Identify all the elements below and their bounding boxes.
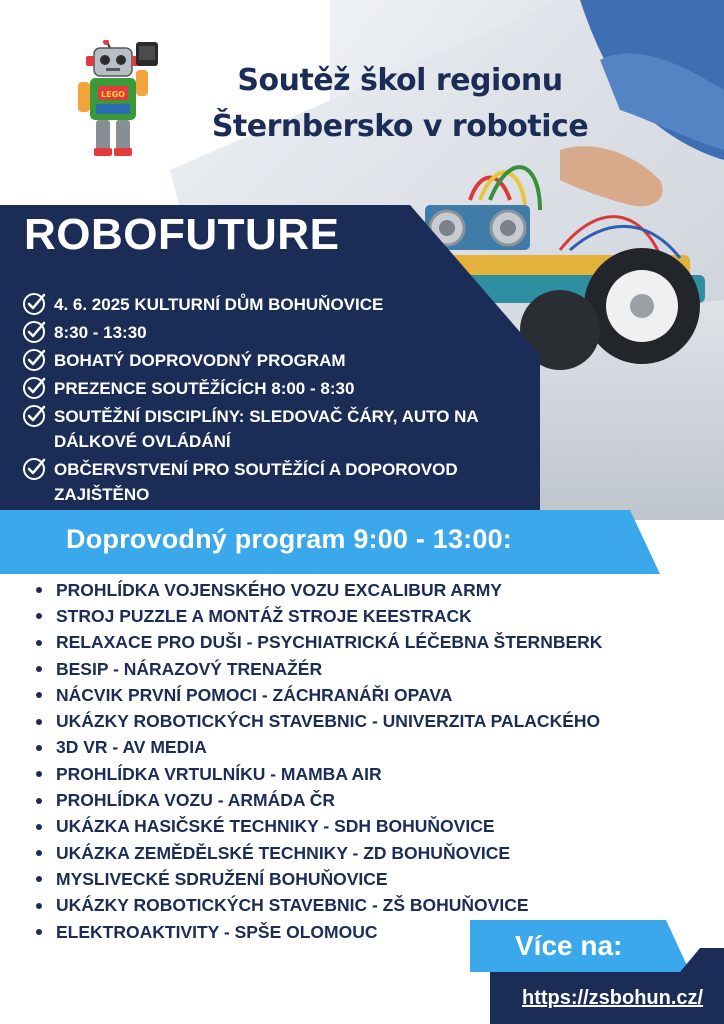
lego-logo-text: LEGO [101, 90, 125, 99]
program-item-text: PROHLÍDKA VOJENSKÉHO VOZU EXCALIBUR ARMY [56, 579, 502, 600]
more-info-label: Více na: [515, 930, 623, 961]
page-title [190, 58, 610, 150]
program-item-text: NÁCVIK PRVNÍ POMOCI - ZÁCHRANÁŘI OPAVA [56, 684, 453, 705]
program-item-text: UKÁZKY ROBOTICKÝCH STAVEBNIC - UNIVERZITA PALACKÉHO [56, 711, 601, 732]
website-link[interactable]: https://zsbohun.cz/ [522, 987, 704, 1009]
event-detail-item [22, 320, 522, 345]
bullet-dot-icon [36, 903, 42, 909]
program-item [36, 761, 696, 787]
bullet-dot-icon [36, 587, 42, 593]
program-item [36, 840, 696, 866]
event-detail-item [22, 404, 522, 454]
check-circle-icon [22, 291, 48, 317]
program-item [36, 893, 696, 919]
event-detail-text: OBČERVSTVENÍ PRO SOUTĚŽÍCÍ A DOPOROVOD ZAJIŠTĚNO [54, 460, 458, 504]
program-item-text: STROJ PUZZLE A MONTÁŽ STROJE KEESTRACK [56, 605, 472, 626]
program-list [36, 577, 696, 945]
event-details-list [22, 292, 522, 510]
program-item [36, 630, 696, 656]
event-detail-text: PREZENCE SOUTĚŽÍCÍCH 8:00 - 8:30 [54, 379, 355, 398]
program-item-text: UKÁZKA ZEMĚDĚLSKÉ TECHNIKY - ZD BOHUŇOVICE [56, 842, 511, 863]
robot-mascot-icon [70, 40, 170, 160]
program-item-text: PROHLÍDKA VRTULNÍKU - MAMBA AIR [56, 763, 382, 784]
event-detail-text: BOHATÝ DOPROVODNÝ PROGRAM [54, 351, 346, 370]
bullet-dot-icon [36, 850, 42, 856]
program-item-text: UKÁZKY ROBOTICKÝCH STAVEBNIC - ZŠ BOHUŇOVICE [56, 895, 529, 916]
bullet-dot-icon [36, 771, 42, 777]
bullet-dot-icon [36, 719, 42, 725]
program-item-text: MYSLIVECKÉ SDRUŽENÍ BOHUŇOVICE [56, 868, 388, 889]
bullet-dot-icon [36, 929, 42, 935]
bullet-dot-icon [36, 798, 42, 804]
program-item-text: BESIP - NÁRAZOVÝ TRENAŽÉR [56, 658, 323, 679]
program-item [36, 603, 696, 629]
program-item [36, 708, 696, 734]
program-item-text: PROHLÍDKA VOZU - ARMÁDA ČR [56, 790, 336, 811]
bullet-dot-icon [36, 692, 42, 698]
event-detail-item [22, 457, 522, 507]
bullet-dot-icon [36, 876, 42, 882]
event-detail-text: 4. 6. 2025 KULTURNÍ DŮM BOHUŇOVICE [54, 295, 384, 314]
check-circle-icon [22, 347, 48, 373]
check-circle-icon [22, 319, 48, 345]
program-heading: Doprovodný program 9:00 - 13:00: [66, 524, 512, 554]
bullet-dot-icon [36, 640, 42, 646]
bullet-dot-icon [36, 666, 42, 672]
program-item [36, 814, 696, 840]
event-detail-text: 8:30 - 13:30 [54, 323, 147, 342]
program-item-text: RELAXACE PRO DUŠI - PSYCHIATRICKÁ LÉČEBNA ŠTERNBERK [56, 632, 603, 653]
program-item [36, 656, 696, 682]
bullet-dot-icon [36, 745, 42, 751]
check-circle-icon [22, 375, 48, 401]
event-detail-item [22, 348, 522, 373]
program-item [36, 866, 696, 892]
event-name: ROBOFUTURE [24, 210, 340, 259]
program-item [36, 735, 696, 761]
program-item-text: 3D VR - AV MEDIA [56, 737, 207, 758]
check-circle-icon [22, 403, 48, 429]
program-item [36, 577, 696, 603]
bullet-dot-icon [36, 613, 42, 619]
bullet-dot-icon [36, 824, 42, 830]
program-item-text: ELEKTROAKTIVITY - SPŠE OLOMOUC [56, 921, 378, 942]
program-item [36, 787, 696, 813]
title-line-2: Šternbersko v robotice [211, 109, 589, 144]
event-detail-text: SOUTĚŽNÍ DISCIPLÍNY: SLEDOVAČ ČÁRY, AUTO NA DÁLKOVÉ OVLÁDÁNÍ [54, 407, 479, 451]
event-detail-item [22, 376, 522, 401]
title-line-1: Soutěž škol regionu [237, 63, 563, 98]
event-detail-item [22, 292, 522, 317]
program-item [36, 682, 696, 708]
program-item-text: UKÁZKA HASIČSKÉ TECHNIKY - SDH BOHUŇOVICE [56, 816, 495, 837]
check-circle-icon [22, 456, 48, 482]
